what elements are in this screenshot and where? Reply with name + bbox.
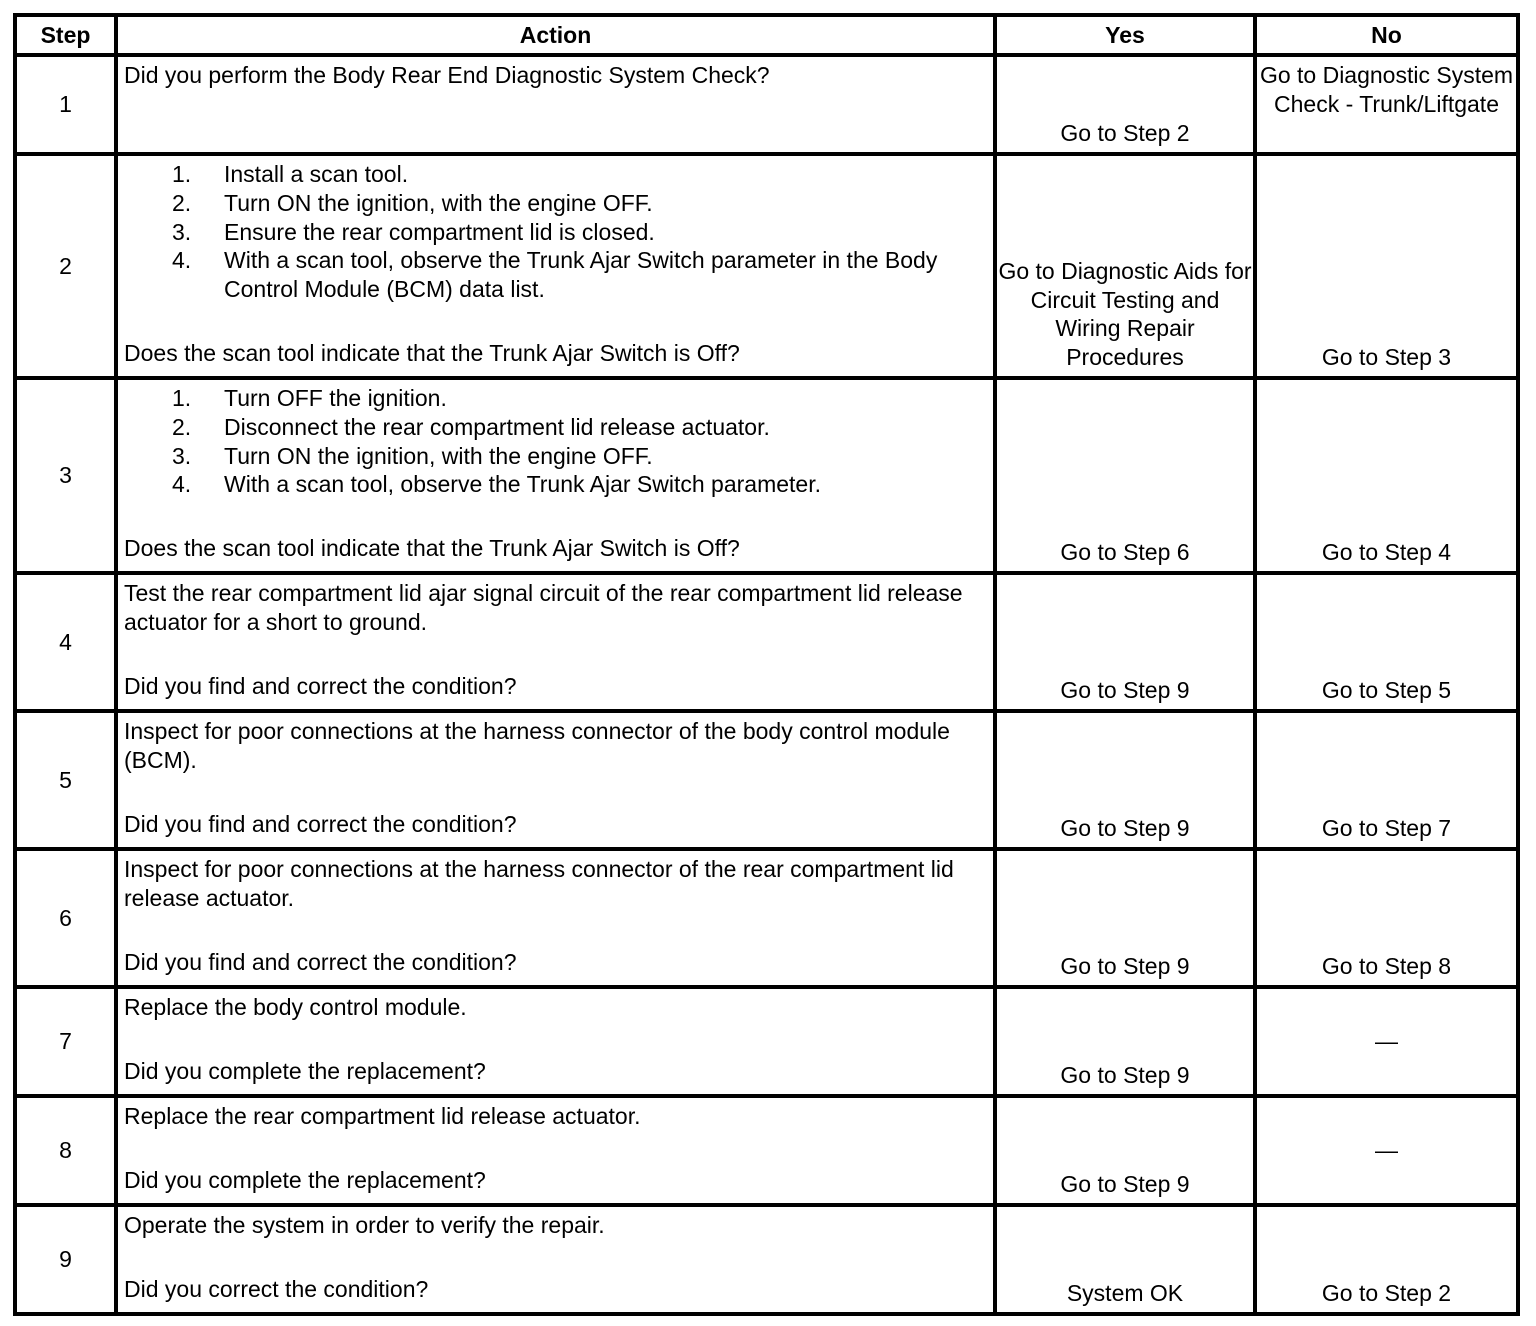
no-result: — bbox=[1255, 1096, 1518, 1205]
action-text: Replace the rear compartment lid release actuator. bbox=[124, 1103, 641, 1129]
list-item: 3. Ensure the rear compartment lid is closed. bbox=[172, 218, 655, 245]
yes-result: Go to Step 9 bbox=[995, 573, 1255, 711]
list-item: 4. With a scan tool, observe the Trunk Ajar Switch parameter. bbox=[172, 471, 822, 498]
yes-result: Go to Step 2 bbox=[995, 55, 1255, 154]
action-text: Did you perform the Body Rear End Diagnostic System Check? bbox=[124, 62, 770, 88]
action-question: Did you find and correct the condition? bbox=[124, 811, 517, 838]
list-item: 2. Disconnect the rear compartment lid release actuator. bbox=[172, 413, 770, 440]
yes-result: Go to Step 6 bbox=[995, 378, 1255, 573]
table-row bbox=[15, 1096, 1518, 1205]
no-result: Go to Diagnostic System Check - Trunk/Liftgate bbox=[1255, 55, 1518, 154]
step-number: 3 bbox=[15, 378, 116, 573]
action-cell bbox=[116, 711, 995, 849]
table-row bbox=[15, 711, 1518, 849]
step-number: 7 bbox=[15, 987, 116, 1096]
table-row bbox=[15, 1205, 1518, 1314]
no-result: Go to Step 8 bbox=[1255, 849, 1518, 987]
step-number: 2 bbox=[15, 154, 116, 378]
table-row bbox=[15, 378, 1518, 573]
yes-result: Go to Diagnostic Aids for Circuit Testing and Wiring Repair Procedures bbox=[995, 154, 1255, 378]
action-text: Replace the body control module. bbox=[124, 994, 467, 1020]
list-item: 1. Install a scan tool. bbox=[172, 161, 409, 187]
list-item: 2. Turn ON the ignition, with the engine OFF. bbox=[172, 189, 653, 216]
header-yes: Yes bbox=[995, 15, 1255, 55]
yes-result: Go to Step 9 bbox=[995, 849, 1255, 987]
step-number: 6 bbox=[15, 849, 116, 987]
action-cell bbox=[116, 154, 995, 378]
step-number: 5 bbox=[15, 711, 116, 849]
action-text: Operate the system in order to verify the repair. bbox=[124, 1212, 605, 1238]
list-item: 3. Turn ON the ignition, with the engine OFF. bbox=[172, 442, 653, 469]
action-steps-list bbox=[124, 384, 987, 499]
action-question: Did you correct the condition? bbox=[124, 1276, 429, 1303]
action-question: Did you find and correct the condition? bbox=[124, 673, 517, 700]
action-text: Test the rear compartment lid ajar signal circuit of the rear compartment lid release actuator for a short to ground. bbox=[124, 580, 963, 635]
step-number: 9 bbox=[15, 1205, 116, 1314]
action-question: Did you complete the replacement? bbox=[124, 1058, 486, 1085]
action-question: Does the scan tool indicate that the Trunk Ajar Switch is Off? bbox=[124, 340, 740, 367]
diagnostic-table bbox=[13, 13, 1520, 1316]
no-result: Go to Step 7 bbox=[1255, 711, 1518, 849]
action-cell bbox=[116, 55, 995, 154]
action-steps-list bbox=[124, 160, 987, 304]
header-row bbox=[15, 15, 1518, 55]
header-no: No bbox=[1255, 15, 1518, 55]
table-row bbox=[15, 849, 1518, 987]
action-cell bbox=[116, 378, 995, 573]
action-question: Did you find and correct the condition? bbox=[124, 949, 517, 976]
header-step: Step bbox=[15, 15, 116, 55]
table-row bbox=[15, 573, 1518, 711]
list-item: 1. Turn OFF the ignition. bbox=[172, 385, 447, 411]
action-text: Inspect for poor connections at the harness connector of the rear compartment lid release actuator. bbox=[124, 856, 954, 911]
yes-result: Go to Step 9 bbox=[995, 1096, 1255, 1205]
action-cell bbox=[116, 987, 995, 1096]
action-cell bbox=[116, 573, 995, 711]
header-action: Action bbox=[116, 15, 995, 55]
action-text: Inspect for poor connections at the harness connector of the body control module (BCM). bbox=[124, 718, 950, 773]
table-row bbox=[15, 55, 1518, 154]
step-number: 4 bbox=[15, 573, 116, 711]
no-result: Go to Step 4 bbox=[1255, 378, 1518, 573]
table-row bbox=[15, 987, 1518, 1096]
action-cell bbox=[116, 849, 995, 987]
step-number: 1 bbox=[15, 55, 116, 154]
no-result: — bbox=[1255, 987, 1518, 1096]
table-row bbox=[15, 154, 1518, 378]
yes-result: Go to Step 9 bbox=[995, 987, 1255, 1096]
no-result: Go to Step 2 bbox=[1255, 1205, 1518, 1314]
no-result: Go to Step 5 bbox=[1255, 573, 1518, 711]
action-question: Does the scan tool indicate that the Trunk Ajar Switch is Off? bbox=[124, 535, 740, 562]
yes-result: System OK bbox=[995, 1205, 1255, 1314]
no-result: Go to Step 3 bbox=[1255, 154, 1518, 378]
action-cell bbox=[116, 1096, 995, 1205]
action-cell bbox=[116, 1205, 995, 1314]
yes-result: Go to Step 9 bbox=[995, 711, 1255, 849]
list-item: 4. With a scan tool, observe the Trunk Ajar Switch parameter in the Body Control Module (BCM) data list. bbox=[172, 247, 938, 303]
step-number: 8 bbox=[15, 1096, 116, 1205]
action-question: Did you complete the replacement? bbox=[124, 1167, 486, 1194]
